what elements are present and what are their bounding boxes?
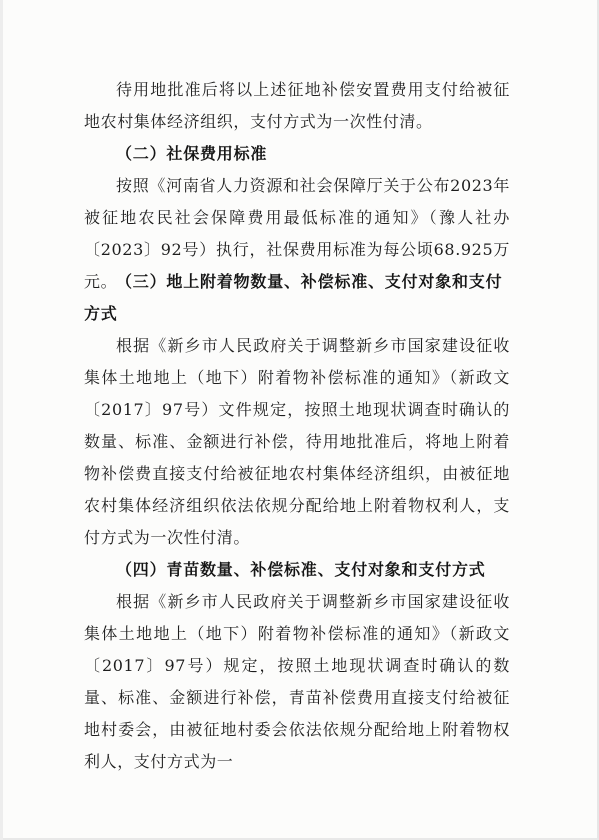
heading-crops-compensation: （四）青苗数量、补偿标准、支付对象和支付方式 xyxy=(116,560,486,579)
paragraph-crops-compensation: 根据《新乡市人民政府关于调整新乡市国家建设征收集体土地地上（地下）附着物补偿标准的通知》（新政文〔2017〕97号）规定，按照土地现状调查时确认的数量、标准、金额进行补偿，青苗补偿费用直接支付给被征地村委会，由被征地村委会依法依规分配给地上附着物权利人，支付方式为一 xyxy=(84,592,510,771)
scan-edge xyxy=(0,0,3,840)
paragraph-social-security-standard: 按照《河南省人力资源和社会保障厅关于公布2023年被征地农民社会保障费用最低标准的通知》（豫人社办〔2023〕92号）执行，社保费用标准为每公顷68.925万元。 xyxy=(84,176,510,291)
heading-social-security-standard: （二）社保费用标准 xyxy=(116,144,268,163)
heading-attachments-compensation: （三）地上附着物数量、补偿标准、支付对象和支付方式 xyxy=(84,272,503,323)
paragraph-attachments-compensation: 根据《新乡市人民政府关于调整新乡市国家建设征收集体土地地上（地下）附着物补偿标准的通知》（新政文〔2017〕97号）文件规定，按照土地现状调查时确认的数量、标准、金额进行补偿，待用地批准后，将地上附着物补偿费直接支付给被征地农村集体经济组织，由被征地农村集体经济组织依法依规分配给地上附着物权利人，支付方式为一次性付清。 xyxy=(84,336,510,547)
paragraph-payment-method: 待用地批准后将以上述征地补偿安置费用支付给被征地农村集体经济组织，支付方式为一次性付清。 xyxy=(84,80,510,131)
